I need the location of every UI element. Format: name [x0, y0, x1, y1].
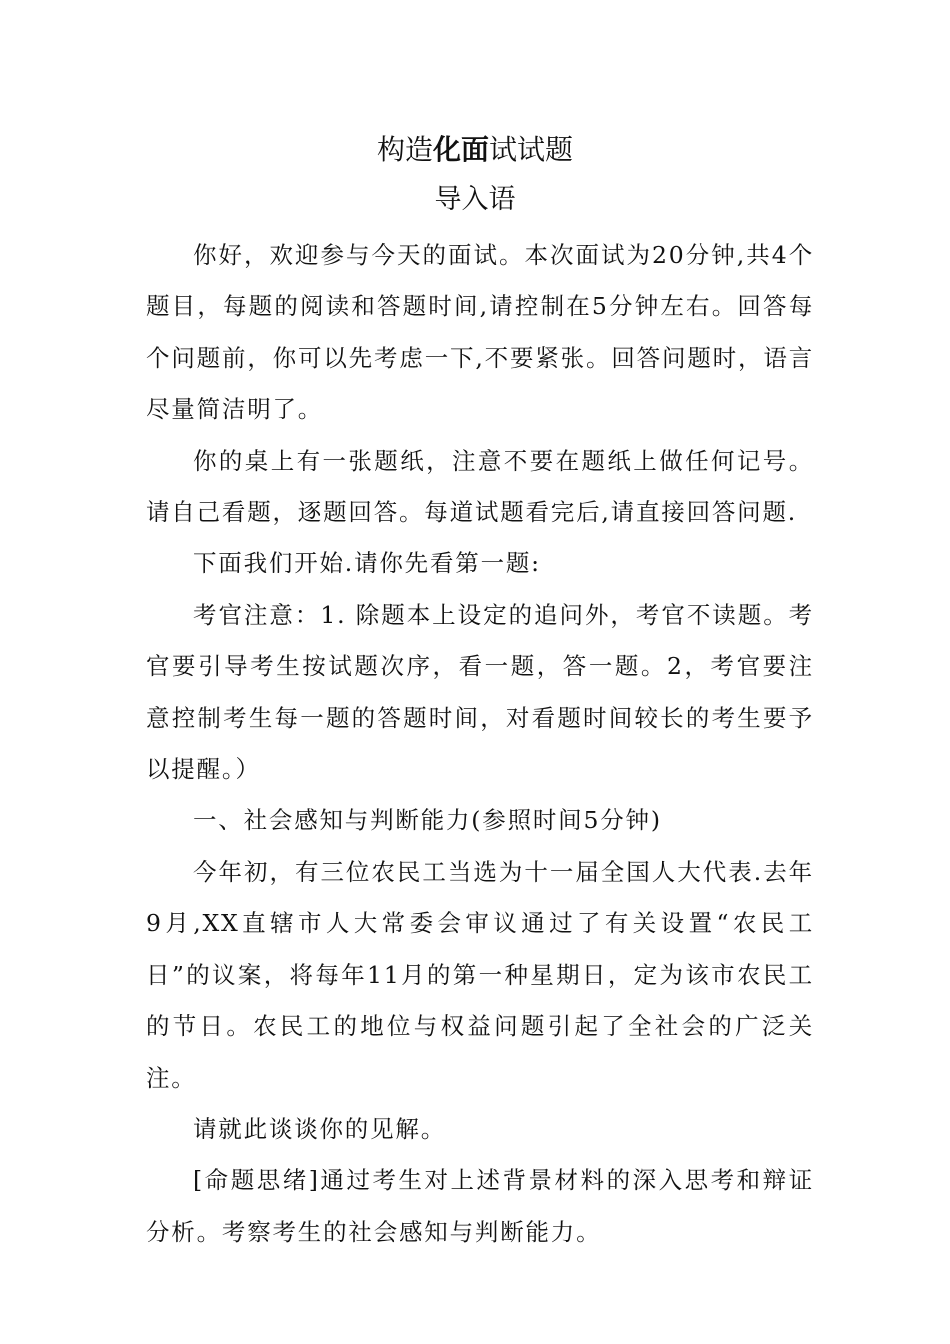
paragraph-welcome: 你好，欢迎参与今天的面试。本次面试为20分钟,共4个题目，每题的阅读和答题时间,请控制在5分钟左右。回答每个问题前，你可以先考虑一下,不要紧张。回答问题时，语言尽量简洁明了。 [146, 241, 814, 424]
paragraph-examiner-note: 考官注意：1. 除题本上设定的追问外，考官不读题。考官要引导考生按试题次序，看一题，答一题。2，考官要注意控制考生每一题的答题时间，对看题时间较长的考生要予以提醒。） [146, 600, 814, 784]
title-part-1: 构造 [376, 133, 433, 166]
paragraph-start: 下面我们开始.请你先看第一题: [193, 549, 541, 578]
question-heading-1: 一、社会感知与判断能力(参照时间5分钟) [193, 806, 662, 835]
section-heading-intro: 导入语 [434, 184, 516, 215]
document-title [0, 128, 950, 172]
paragraph-instructions: 你的桌上有一张题纸，注意不要在题纸上做任何记号。请自己看题，逐题回答。每道试题看完后,请直接回答问题. [146, 446, 814, 527]
question-rationale: [命题思绪]通过考生对上述背景材料的深入思考和辩证分析。考察考生的社会感知与判断能力。 [146, 1166, 814, 1246]
title-part-3: 试试题 [489, 133, 574, 166]
question-prompt: 请就此谈谈你的见解。 [193, 1114, 446, 1143]
question-material: 今年初，有三位农民工当选为十一届全国人大代表.去年9月,XX直辖市人大常委会审议通过了有关设置“农民工日”的议案，将每年11月的第一种星期日，定为该市农民工的节日。农民工的地位与权益问题引起了全社会的广泛关注。 [146, 857, 814, 1092]
title-part-2: 化面 [432, 133, 489, 166]
document-body [146, 230, 814, 1258]
